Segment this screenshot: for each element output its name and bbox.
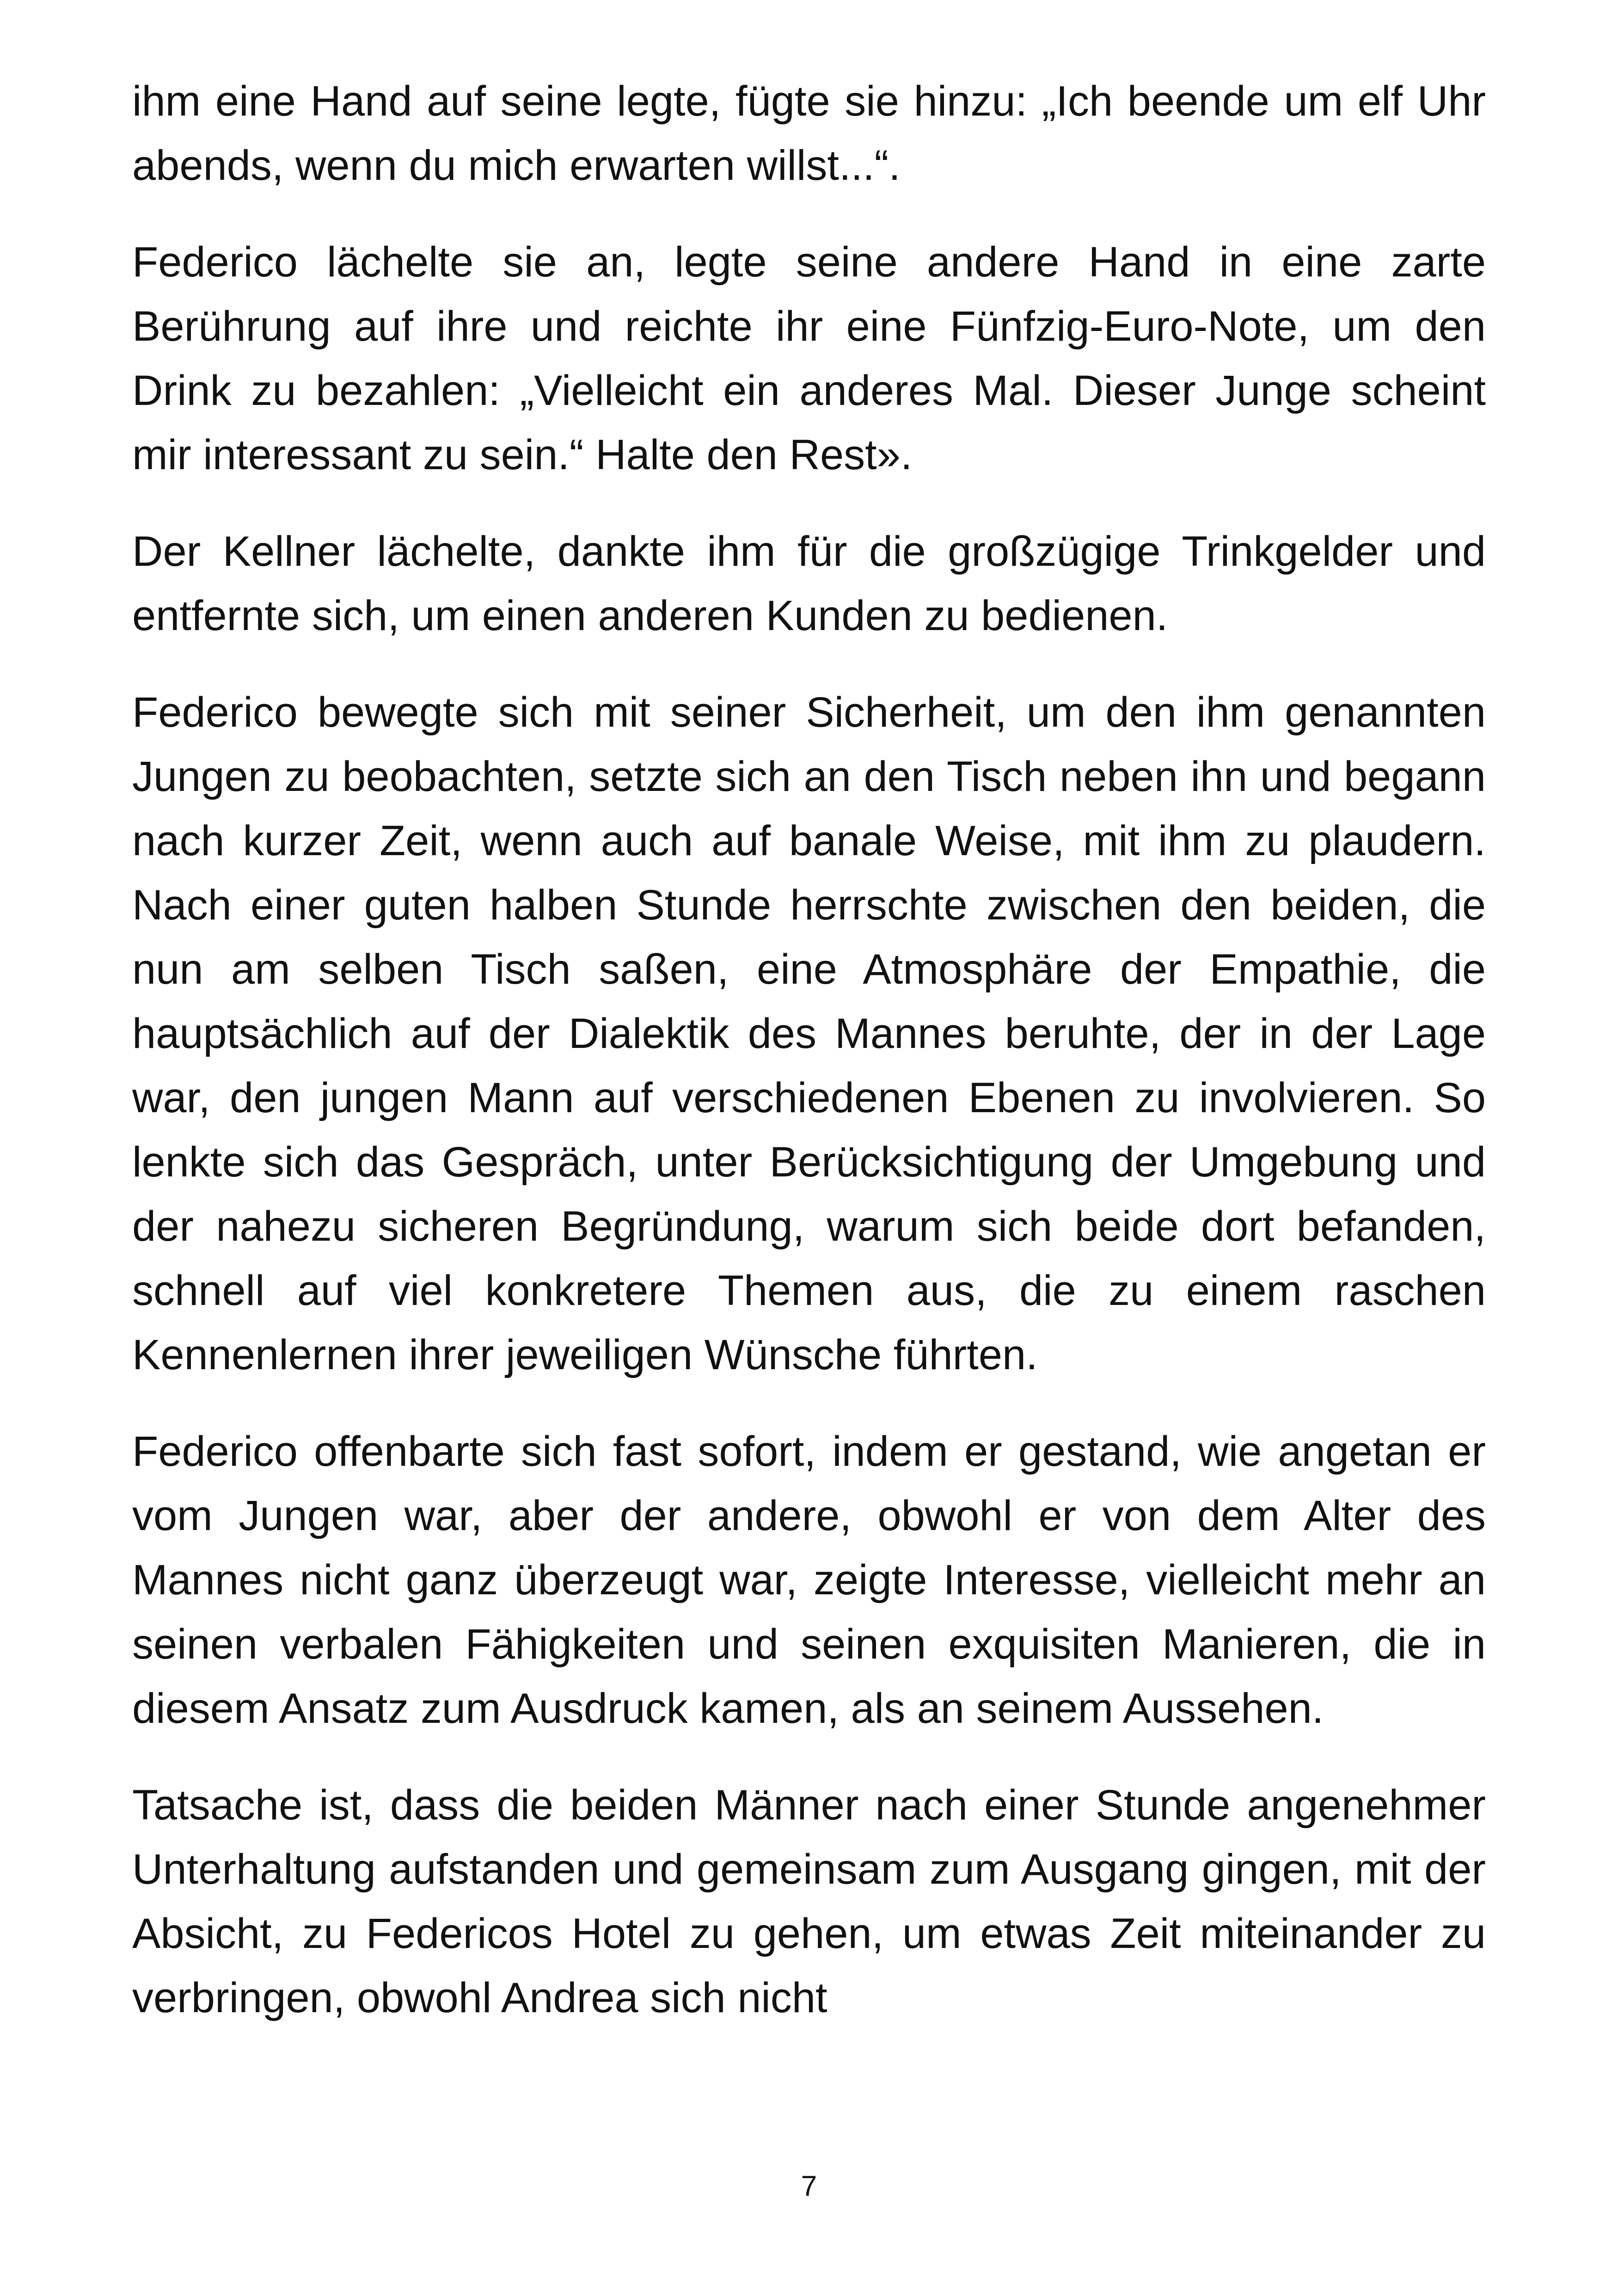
paragraph-5: Federico offenbarte sich fast sofort, indem er gestand, wie angetan er vom Jungen war, aber der andere, obwohl er von dem Alter des Mannes nicht ganz überzeugt war, zeigte Interesse, vielleicht mehr an seinen verbalen Fähigkeiten und seinen exquisiten Manieren, die in diesem Ansatz zum Ausdruck kamen, als an seinem Aussehen.: [132, 1428, 1486, 1732]
paragraph-2: Federico lächelte sie an, legte seine andere Hand in eine zarte Berührung auf ihre und reichte ihr eine Fünfzig-Euro-Note, um den Drink zu bezahlen: „Vielleicht ein anderes Mal. Dieser Junge scheint mir interessant zu sein.“ Halte den Rest».: [132, 239, 1486, 478]
paragraph-3: Der Kellner lächelte, dankte ihm für die großzügige Trinkgelder und entfernte sich, um einen anderen Kunden zu bedienen.: [132, 528, 1486, 639]
page-number: 7: [801, 2170, 817, 2202]
paragraph-1: ihm eine Hand auf seine legte, fügte sie hinzu: „Ich beende um elf Uhr abends, wenn du mich erwarten willst...“.: [132, 78, 1486, 189]
page-body: [132, 69, 1486, 2063]
paragraph-6: Tatsache ist, dass die beiden Männer nach einer Stunde angenehmer Unterhaltung aufstanden und gemeinsam zum Ausgang gingen, mit der Absicht, zu Federicos Hotel zu gehen, um etwas Zeit miteinander zu verbringen, obwohl Andrea sich nicht: [132, 1782, 1486, 2021]
paragraph-4: Federico bewegte sich mit seiner Sicherheit, um den ihm genannten Jungen zu beobachten, setzte sich an den Tisch neben ihn und begann nach kurzer Zeit, wenn auch auf banale Weise, mit ihm zu plaudern. Nach einer guten halben Stunde herrschte zwischen den beiden, die nun am selben Tisch saßen, eine Atmosphäre der Empathie, die hauptsächlich auf der Dialektik des Mannes beruhte, der in der Lage war, den jungen Mann auf verschiedenen Ebenen zu involvieren. So lenkte sich das Gespräch, unter Berücksichtigung der Umgebung und der nahezu sicheren Begründung, warum sich beide dort befanden, schnell auf viel konkretere Themen aus, die zu einem raschen Kennenlernen ihrer jeweiligen Wünsche führten.: [132, 689, 1486, 1378]
